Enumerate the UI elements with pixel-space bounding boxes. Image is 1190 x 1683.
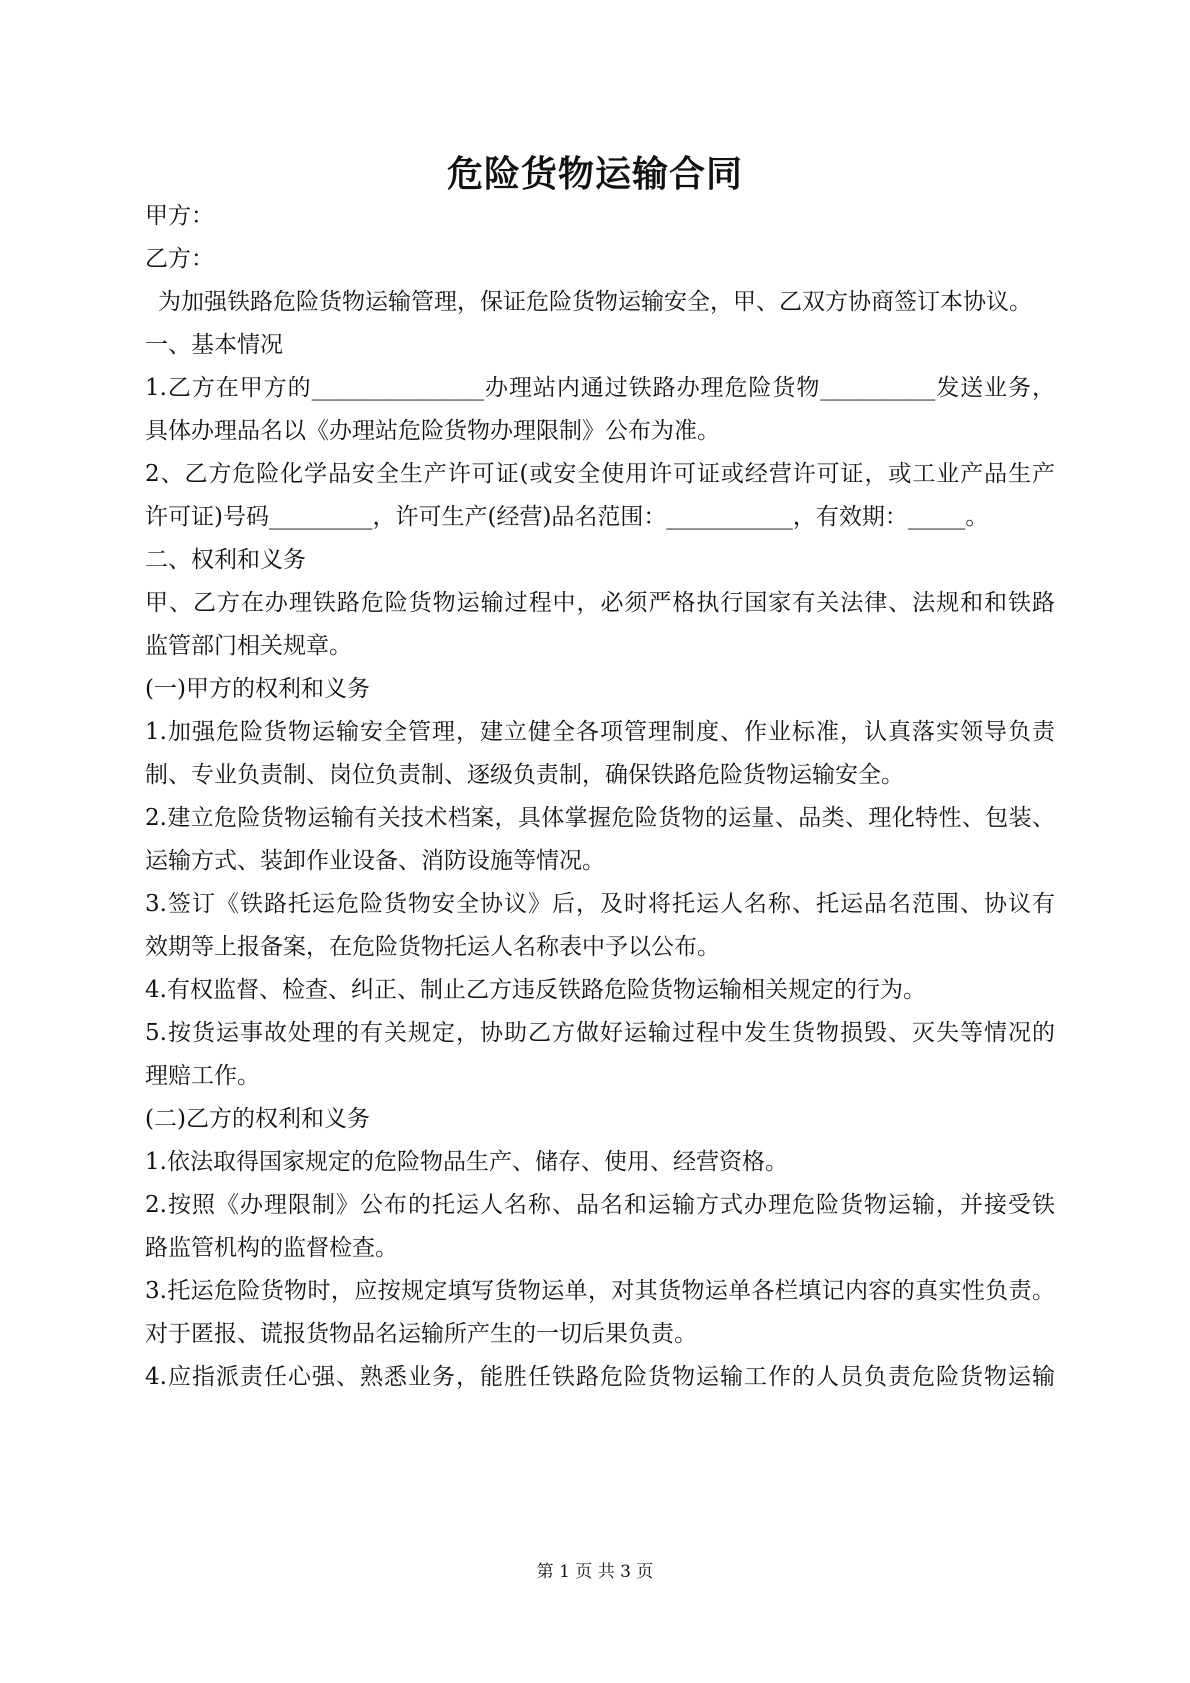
clause-line: 效期等上报备案，在危险货物托运人名称表中予以公布。 bbox=[145, 934, 720, 960]
clause-line: 4.有权监督、检查、纠正、制止乙方违反铁路危险货物运输相关规定的行为。 bbox=[145, 977, 926, 1003]
clause-line: 许可证)号码_________，许可生产(经营)品名范围：___________，有效期：_____。 bbox=[145, 504, 989, 530]
document-title: 危险货物运输合同 bbox=[446, 153, 743, 195]
clause-line: 监管部门相关规章。 bbox=[145, 633, 352, 659]
clause-line: 1.乙方在甲方的_______________办理站内通过铁路办理危险货物__________发送业务， bbox=[145, 375, 1055, 401]
party-a-line: 甲方： bbox=[145, 203, 214, 229]
preamble-line: 为加强铁路危险货物运输管理，保证危险货物运输安全，甲、乙双方协商签订本协议。 bbox=[158, 289, 1032, 315]
clause-line: 2.建立危险货物运输有关技术档案，具体掌握危险货物的运量、品类、理化特性、包装、 bbox=[145, 805, 1055, 831]
clause-line: 理赔工作。 bbox=[145, 1063, 260, 1089]
clause-line: 3.签订《铁路托运危险货物安全协议》后，及时将托运人名称、托运品名范围、协议有 bbox=[145, 891, 1055, 917]
clause-line: 甲、乙方在办理铁路危险货物运输过程中，必须严格执行国家有关法律、法规和和铁路 bbox=[145, 590, 1055, 616]
section-heading: 一、基本情况 bbox=[145, 332, 283, 358]
clause-line: 2.按照《办理限制》公布的托运人名称、品名和运输方式办理危险货物运输，并接受铁 bbox=[145, 1192, 1055, 1218]
clause-line: 1.加强危险货物运输安全管理，建立健全各项管理制度、作业标准，认真落实领导负责 bbox=[145, 719, 1055, 745]
subsection-heading: (二)乙方的权利和义务 bbox=[145, 1106, 370, 1132]
clause-line: 2、乙方危险化学品安全生产许可证(或安全使用许可证或经营许可证，或工业产品生产 bbox=[145, 461, 1055, 487]
clause-line: 路监管机构的监督检查。 bbox=[145, 1235, 398, 1261]
clause-line: 制、专业负责制、岗位负责制、逐级负责制，确保铁路危险货物运输安全。 bbox=[145, 762, 904, 788]
page-number-footer: 第 1 页 共 3 页 bbox=[536, 1562, 654, 1582]
clause-line: 1.依法取得国家规定的危险物品生产、储存、使用、经营资格。 bbox=[145, 1149, 788, 1175]
clause-line: 3.托运危险货物时，应按规定填写货物运单，对其货物运单各栏填记内容的真实性负责。 bbox=[145, 1278, 1055, 1304]
clause-line: 5.按货运事故处理的有关规定，协助乙方做好运输过程中发生货物损毁、灭失等情况的 bbox=[145, 1020, 1055, 1046]
clause-line: 对于匿报、谎报货物品名运输所产生的一切后果负责。 bbox=[145, 1321, 697, 1347]
clause-line: 4.应指派责任心强、熟悉业务，能胜任铁路危险货物运输工作的人员负责危险货物运输 bbox=[145, 1364, 1055, 1390]
party-b-line: 乙方： bbox=[145, 246, 214, 272]
section-heading: 二、权利和义务 bbox=[145, 547, 306, 573]
clause-line: 具体办理品名以《办理站危险货物办理限制》公布为准。 bbox=[145, 418, 720, 444]
subsection-heading: (一)甲方的权利和义务 bbox=[145, 676, 370, 702]
clause-line: 运输方式、装卸作业设备、消防设施等情况。 bbox=[145, 848, 605, 874]
